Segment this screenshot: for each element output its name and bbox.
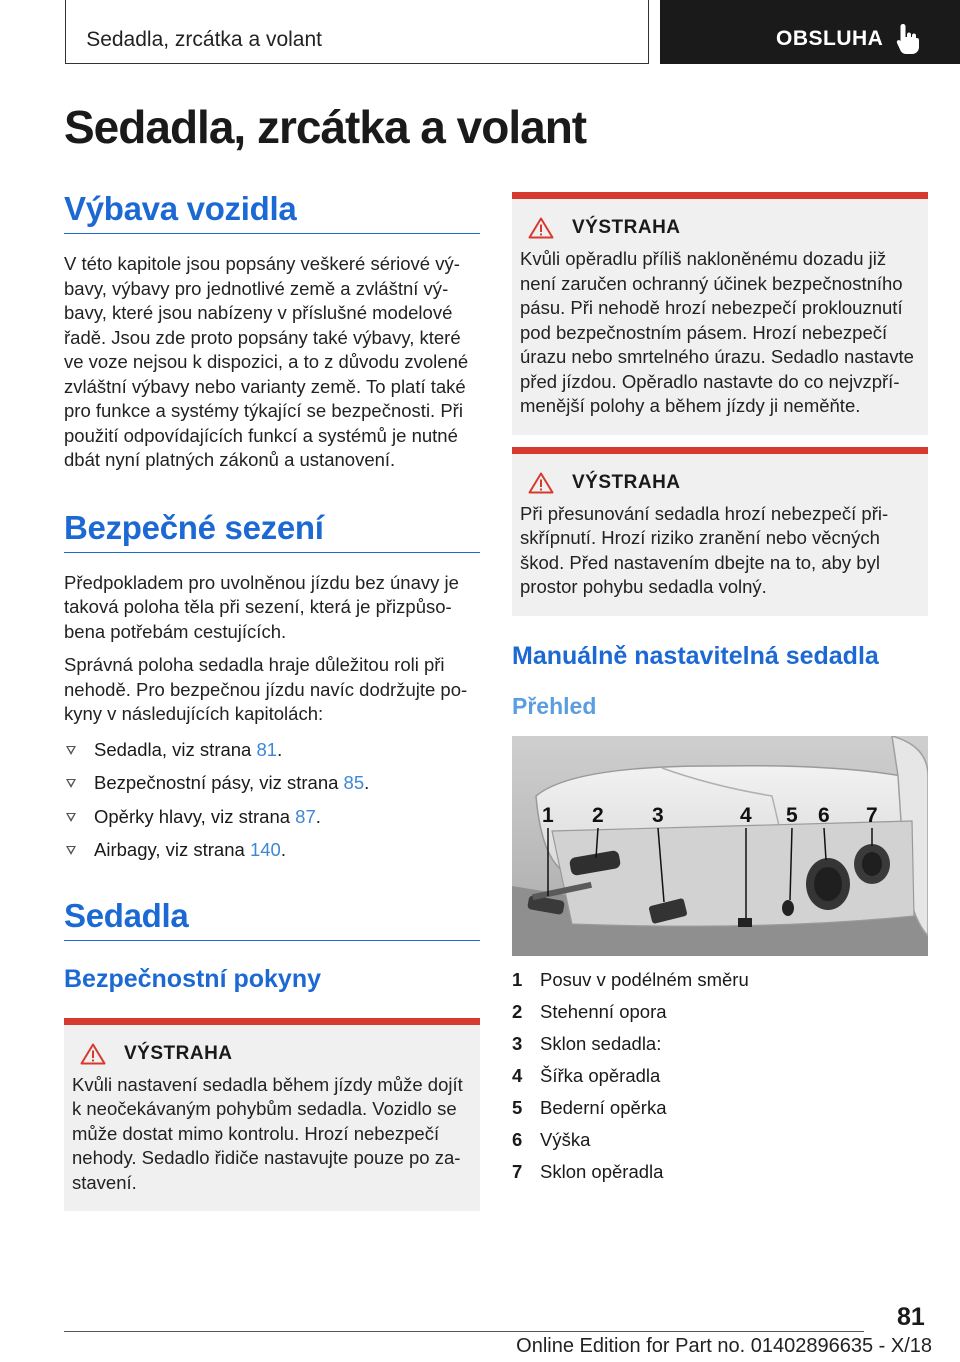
header-tab-obsluha[interactable]	[660, 0, 960, 64]
page-number: 81	[897, 1303, 925, 1331]
heading-manualne-nastavitelna-sedadla: Manuálně nastavitelná sedadla	[512, 641, 879, 670]
figure-label: 4	[740, 803, 752, 827]
heading-vybava-vozidla: Výbava vozidla	[64, 190, 480, 234]
figure-label: 1	[542, 803, 554, 827]
vybava-paragraph: V této kapitole jsou popsány veškeré sériové výbavy, výbavy pro jednotlivé země a zvláštní výbavy, které jsou nabízeny v příslušné modelové řadě. Jsou zde proto popsány také výbavy, které ve voze nejsou k dispozici, a to z důvodu zvolené zvláštní výbavy nebo varianty země. To platí také pro funkce a systémy týkající se bezpečnosti. Při použití odpovídajících funkcí a systémů je nutné dbát nyní platných zákonů a ustanovení.	[64, 253, 469, 470]
triangle-bullet-icon	[66, 746, 76, 755]
figure-label: 7	[866, 803, 878, 827]
triangle-bullet-icon	[66, 813, 76, 822]
warning-header	[520, 472, 920, 494]
bezpecne-paragraph-2: Správná poloha sedadla hraje důležitou roli při nehodě. Pro bezpečnou jízdu navíc dodržujte pokyny v následujících kapitolách:	[64, 654, 468, 724]
heading-bezpecne-sezeni: Bezpečné sezení	[64, 509, 480, 553]
heading-sedadla: Sedadla	[64, 897, 480, 941]
list-item: Bezpečnostní pásy, viz strana 85.	[64, 771, 480, 796]
warning-header	[72, 1043, 472, 1065]
list-item: 6 Výška	[512, 1128, 591, 1150]
figure-label: 5	[786, 803, 798, 827]
warning-box-seat-adjust	[64, 1018, 480, 1212]
heading-prehled: Přehled	[512, 692, 597, 719]
page-link[interactable]: 81	[256, 738, 278, 760]
page-title: Sedadla, zrcátka a volant	[64, 101, 587, 153]
header-section-box	[65, 0, 649, 64]
right-column	[512, 192, 928, 1192]
warning-title: VÝSTRAHA	[572, 217, 681, 238]
list-item: Sedadla, viz strana 81.	[64, 738, 480, 763]
left-column	[64, 190, 480, 1211]
page-link[interactable]: 140	[249, 839, 281, 860]
header-section-title: Sedadla, zrcátka a volant	[86, 28, 322, 51]
figure-label: 3	[652, 803, 664, 827]
page-link[interactable]: 85	[343, 772, 365, 793]
warning-box-pinching	[512, 447, 928, 616]
header-tab-label: OBSLUHA	[776, 27, 884, 50]
list-item: 5 Bederní opěrka	[512, 1096, 667, 1118]
figure-label: 6	[818, 803, 830, 827]
seat-controls-figure	[512, 736, 928, 956]
footer-edition: Online Edition for Part no. 01402896635 - X/18	[516, 1335, 932, 1357]
list-item: 7 Sklon opěradla	[512, 1160, 664, 1182]
list-item: 3 Sklon sedadla:	[512, 1032, 662, 1054]
figure-legend	[512, 968, 928, 1184]
list-item: 2 Stehenní opora	[512, 1000, 667, 1022]
page-link[interactable]: 87	[295, 805, 316, 827]
warning-box-backrest	[512, 192, 928, 435]
list-item: 1 Posuv v podélném směru	[512, 968, 749, 990]
reference-list	[64, 738, 480, 863]
warning-header	[520, 217, 920, 239]
footer-divider	[64, 1331, 864, 1332]
warning-text: Kvůli opěradlu příliš nakloněnému dozadu již není zaručen ochranný účinek bezpečnostního pásu. Při nehodě hrozí nebezpečí proklouznutí pod bezpečnostním pásem. Hrozí nebezpečí úrazu nebo smrtelného úrazu. Sedadlo nastavte před jízdou. Opěradlo nastavte do co nejvzpřímenější polohy a během jízdy ji neměňte.	[520, 248, 914, 416]
warning-triangle-icon	[528, 472, 554, 494]
list-item: Airbagy, viz strana 140.	[64, 838, 480, 863]
warning-title: VÝSTRAHA	[124, 1042, 233, 1064]
triangle-bullet-icon	[66, 846, 76, 855]
warning-title: VÝSTRAHA	[572, 471, 681, 493]
figure-label: 2	[592, 803, 604, 827]
bezpecne-paragraph-1: Předpokladem pro uvolněnou jízdu bez únavy je taková poloha těla při sezení, která je přizpůsobena potřebám cestujících.	[64, 571, 459, 642]
heading-bezpecnostni-pokyny: Bezpečnostní pokyny	[64, 964, 321, 993]
triangle-bullet-icon	[66, 779, 76, 788]
hand-pointer-icon	[894, 22, 922, 56]
warning-text: Kvůli nastavení sedadla během jízdy může dojít k neočekávaným pohybům sedadla. Vozidlo se může dostat mimo kontrolu. Hrozí nebezpečí nehody. Sedadlo řidiče nastavujte pouze po zastavení.	[72, 1073, 463, 1193]
list-item: Opěrky hlavy, viz strana 87.	[64, 805, 480, 830]
warning-triangle-icon	[528, 217, 554, 239]
list-item: 4 Šířka opěradla	[512, 1064, 661, 1086]
warning-text: Při přesunování sedadla hrozí nebezpečí přiskřípnutí. Hrozí riziko zranění nebo věcných škod. Před nastavením dbejte na to, aby byl prostor pohybu sedadla volný.	[520, 502, 889, 597]
warning-triangle-icon	[80, 1043, 106, 1065]
